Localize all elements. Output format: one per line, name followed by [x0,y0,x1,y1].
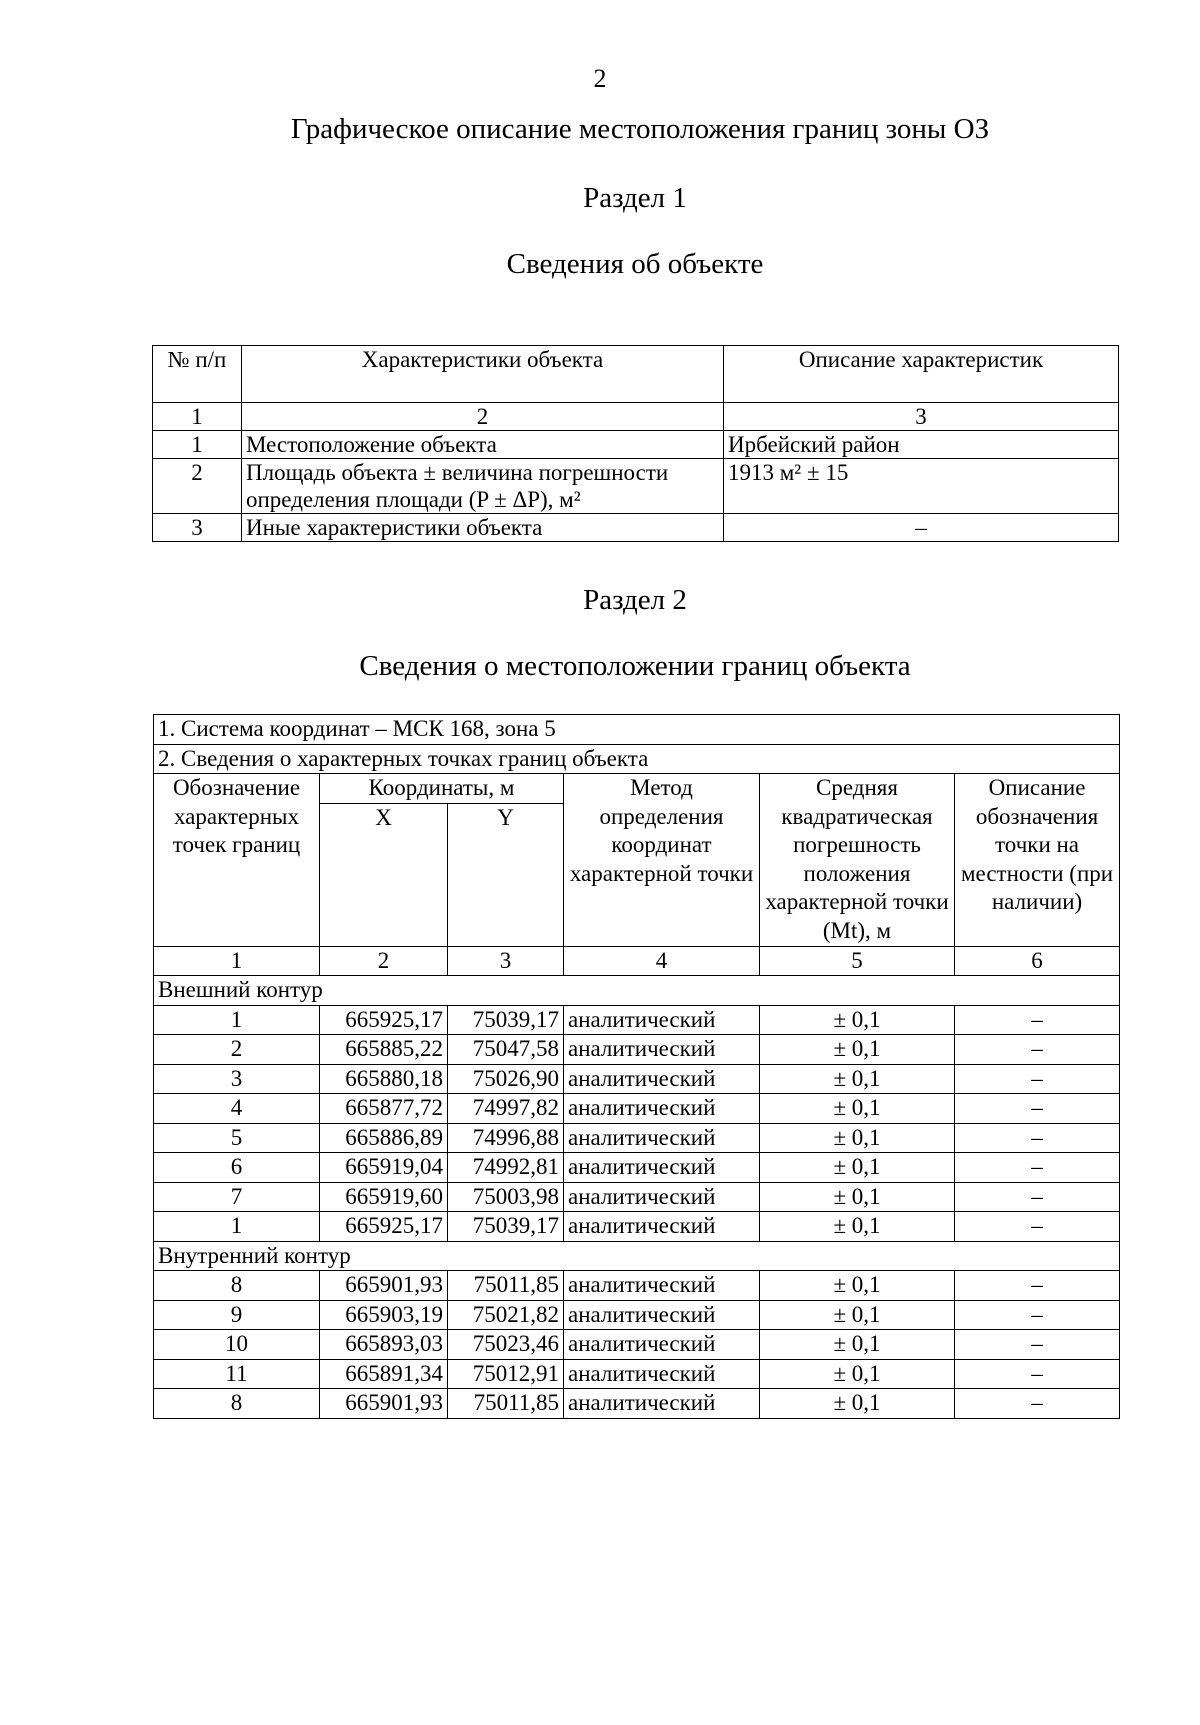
point-y: 75047,58 [448,1035,564,1065]
point-x: 665893,03 [320,1330,448,1360]
row-number: 2 [153,459,242,514]
point-y: 75039,17 [448,1005,564,1035]
point-x: 665925,17 [320,1005,448,1035]
table-row [154,1064,1120,1094]
table-row [154,1123,1120,1153]
point-error: ± 0,1 [760,1064,955,1094]
table-row [154,1035,1120,1065]
object-info-table [152,345,1119,542]
row-value: Ирбейский район [724,431,1119,459]
point-description: – [955,1064,1120,1094]
point-error: ± 0,1 [760,1005,955,1035]
header-y: Y [448,803,564,946]
col-number-1: 1 [153,403,242,431]
section1-heading: Раздел 1 [583,182,687,214]
point-x: 665919,60 [320,1182,448,1212]
point-description: – [955,1212,1120,1242]
point-error: ± 0,1 [760,1153,955,1183]
point-id: 9 [154,1300,320,1330]
point-id: 1 [154,1212,320,1242]
point-y: 75026,90 [448,1064,564,1094]
point-x: 665901,93 [320,1271,448,1301]
table-row [154,1389,1120,1419]
point-y: 75003,98 [448,1182,564,1212]
point-error: ± 0,1 [760,1330,955,1360]
point-description: – [955,1300,1120,1330]
point-error: ± 0,1 [760,1389,955,1419]
col-number-3: 3 [448,946,564,976]
boundary-points-table [153,714,1120,1419]
point-method: аналитический [564,1300,760,1330]
table-row [154,1153,1120,1183]
header-point-description: Описание обозначения точки на местности (при наличии) [955,774,1120,947]
header-characteristics: Характеристики объекта [242,346,724,403]
row-characteristic: Иные характеристики объекта [242,514,724,542]
header-number: № п/п [153,346,242,403]
point-method: аналитический [564,1389,760,1419]
coord-system: 1. Система координат – МСК 168, зона 5 [154,715,1120,745]
col-number-5: 5 [760,946,955,976]
point-id: 2 [154,1035,320,1065]
point-error: ± 0,1 [760,1094,955,1124]
point-description: – [955,1153,1120,1183]
header-error: Средняя квадратическая погрешность положения характерной точки (Mt), м [760,774,955,947]
document-title: Графическое описание местоположения границ зоны ОЗ [290,113,990,145]
point-description: – [955,1123,1120,1153]
table-row [154,1359,1120,1389]
outer-contour-label: Внешний контур [154,976,1120,1006]
row-number: 1 [153,431,242,459]
header-description: Описание характеристик [724,346,1119,403]
point-method: аналитический [564,1064,760,1094]
table-row [154,1271,1120,1301]
table-row [153,431,1119,459]
point-y: 75011,85 [448,1271,564,1301]
point-method: аналитический [564,1153,760,1183]
row-characteristic: Местоположение объекта [242,431,724,459]
col-number-3: 3 [724,403,1119,431]
point-method: аналитический [564,1035,760,1065]
point-method: аналитический [564,1094,760,1124]
point-id: 5 [154,1123,320,1153]
point-x: 665877,72 [320,1094,448,1124]
point-description: – [955,1005,1120,1035]
point-id: 7 [154,1182,320,1212]
point-error: ± 0,1 [760,1035,955,1065]
row-characteristic: Площадь объекта ± величина погрешности определения площади (P ± ΔP), м² [242,459,724,514]
point-description: – [955,1359,1120,1389]
point-description: – [955,1035,1120,1065]
point-y: 74997,82 [448,1094,564,1124]
point-method: аналитический [564,1330,760,1360]
point-y: 75011,85 [448,1389,564,1419]
point-method: аналитический [564,1359,760,1389]
row-number: 3 [153,514,242,542]
page-number: 2 [593,64,607,93]
table-row [154,1330,1120,1360]
point-method: аналитический [564,1123,760,1153]
point-y: 75021,82 [448,1300,564,1330]
header-method: Метод определения координат характерной точки [564,774,760,947]
header-coordinates: Координаты, м [320,774,564,804]
point-x: 665901,93 [320,1389,448,1419]
table-row [154,1182,1120,1212]
point-x: 665885,22 [320,1035,448,1065]
point-description: – [955,1389,1120,1419]
point-error: ± 0,1 [760,1300,955,1330]
point-method: аналитический [564,1182,760,1212]
row-value: – [724,514,1119,542]
inner-contour-label: Внутренний контур [154,1241,1120,1271]
point-x: 665880,18 [320,1064,448,1094]
point-id: 8 [154,1271,320,1301]
point-id: 8 [154,1389,320,1419]
point-y: 75023,46 [448,1330,564,1360]
point-description: – [955,1271,1120,1301]
points-caption: 2. Сведения о характерных точках границ объекта [154,744,1120,774]
row-value: 1913 м² ± 15 [724,459,1119,514]
point-error: ± 0,1 [760,1271,955,1301]
point-y: 75039,17 [448,1212,564,1242]
point-x: 665886,89 [320,1123,448,1153]
table-row [153,459,1119,514]
point-method: аналитический [564,1005,760,1035]
section2-heading: Раздел 2 [583,584,687,616]
point-description: – [955,1330,1120,1360]
table-row [154,1094,1120,1124]
point-method: аналитический [564,1212,760,1242]
col-number-4: 4 [564,946,760,976]
table-row [154,1005,1120,1035]
col-number-2: 2 [320,946,448,976]
point-id: 3 [154,1064,320,1094]
point-error: ± 0,1 [760,1359,955,1389]
point-error: ± 0,1 [760,1212,955,1242]
point-x: 665925,17 [320,1212,448,1242]
col-number-6: 6 [955,946,1120,976]
point-x: 665903,19 [320,1300,448,1330]
table-row [154,1212,1120,1242]
point-y: 74996,88 [448,1123,564,1153]
point-description: – [955,1182,1120,1212]
point-id: 11 [154,1359,320,1389]
section2-subheading: Сведения о местоположении границ объекта [359,650,911,682]
point-description: – [955,1094,1120,1124]
col-number-2: 2 [242,403,724,431]
col-number-1: 1 [154,946,320,976]
point-id: 4 [154,1094,320,1124]
header-x: X [320,803,448,946]
section1-subheading: Сведения об объекте [506,248,764,280]
point-id: 1 [154,1005,320,1035]
point-method: аналитический [564,1271,760,1301]
point-error: ± 0,1 [760,1182,955,1212]
point-id: 10 [154,1330,320,1360]
point-y: 75012,91 [448,1359,564,1389]
point-error: ± 0,1 [760,1123,955,1153]
header-designation: Обозначение характерных точек границ [154,774,320,947]
table-row [153,514,1119,542]
point-x: 665919,04 [320,1153,448,1183]
point-x: 665891,34 [320,1359,448,1389]
point-id: 6 [154,1153,320,1183]
point-y: 74992,81 [448,1153,564,1183]
table-row [154,1300,1120,1330]
